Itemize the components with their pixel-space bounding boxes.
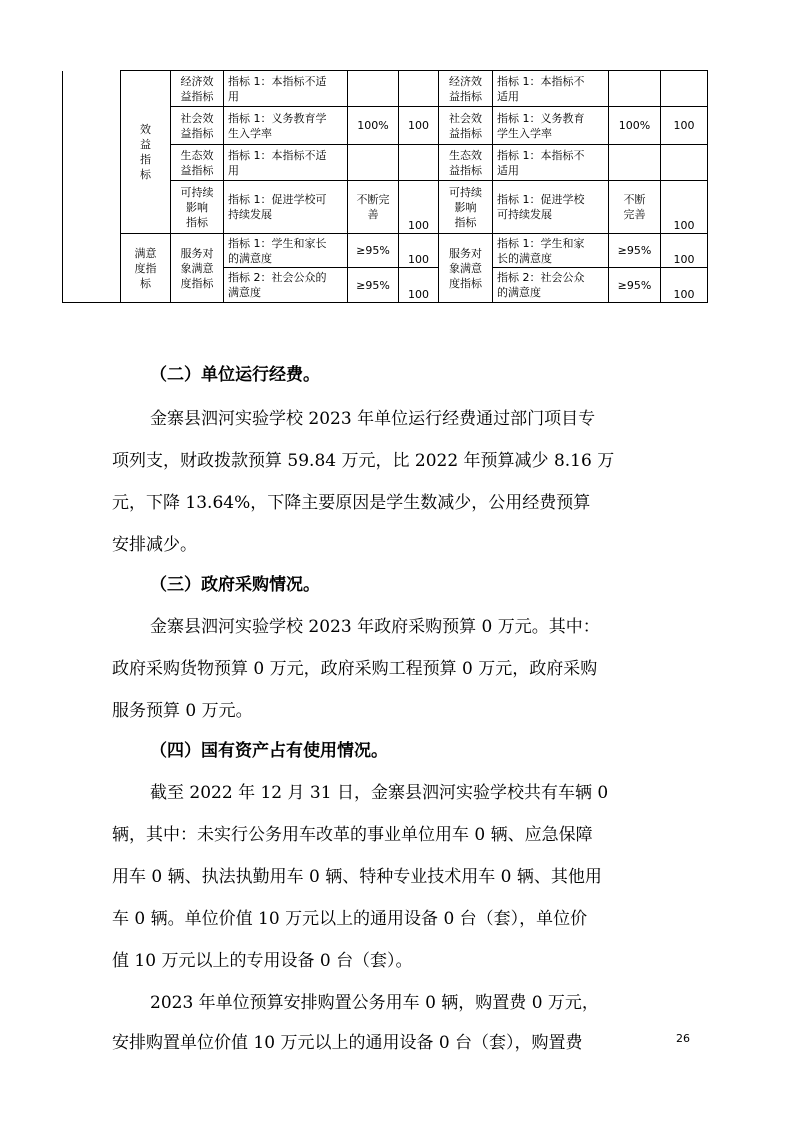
performance-indicator-table	[62, 70, 708, 303]
paragraph-line: 金寨县泗河实验学校 2023 年政府采购预算 0 万元。其中：	[150, 617, 600, 637]
paragraph-line: 项列支，财政拨款预算 59.84 万元，比 2022 年预算减少 8.16 万	[112, 451, 615, 471]
score: 100	[399, 268, 439, 303]
target-value	[609, 145, 661, 181]
page-number: 26	[676, 1032, 690, 1045]
paragraph-line: 安排购置单位价值 10 万元以上的通用设备 0 台（套），购置费	[112, 1033, 583, 1053]
paragraph-line: 政府采购货物预算 0 万元，政府采购工程预算 0 万元，政府采购	[112, 659, 598, 679]
score: 100	[661, 234, 708, 268]
target-value: 100%	[609, 107, 661, 145]
indicator: 指标 2：社会公众的 满意度	[224, 268, 348, 303]
indicator: 指标 1：学生和家长 的满意度	[224, 234, 348, 268]
sub-indicator: 生态效 益指标	[171, 145, 224, 181]
score: 100	[399, 107, 439, 145]
section-heading-operating-expenses: （二）单位运行经费。	[150, 365, 320, 385]
sub-indicator: 可持续 影响 指标	[439, 181, 493, 234]
sub-indicator: 服务对 象满意 度指标	[171, 234, 224, 303]
score	[661, 145, 708, 181]
paragraph-line: 服务预算 0 万元。	[112, 701, 253, 721]
indicator: 指标 1：促进学校可 持续发展	[224, 181, 348, 234]
score: 100	[661, 268, 708, 303]
target-value: 不断完 善	[348, 181, 399, 234]
paragraph-line: 金寨县泗河实验学校 2023 年单位运行经费通过部门项目专	[150, 409, 596, 429]
paragraph-line: 2023 年单位预算安排购置公务用车 0 辆，购置费 0 万元，	[150, 993, 599, 1013]
indicator: 指标 1：本指标不 适用	[493, 71, 609, 107]
table-row	[63, 234, 708, 268]
paragraph-line: 截至 2022 年 12 月 31 日，金寨县泗河实验学校共有车辆 0	[150, 783, 609, 803]
target-value	[348, 71, 399, 107]
section-heading-procurement: （三）政府采购情况。	[150, 575, 320, 595]
category-benefit: 效 益 指 标	[140, 123, 151, 181]
target-value: ≥95%	[609, 268, 661, 303]
score	[399, 71, 439, 107]
target-value: 100%	[348, 107, 399, 145]
paragraph-line: 辆，其中：未实行公务用车改革的事业单位用车 0 辆、应急保障	[112, 825, 593, 845]
target-value: ≥95%	[348, 268, 399, 303]
indicator: 指标 1：本指标不适 用	[224, 71, 348, 107]
score: 100	[399, 181, 439, 234]
score	[661, 71, 708, 107]
paragraph-line: 值 10 万元以上的专用设备 0 台（套）。	[112, 951, 413, 971]
indicator: 指标 1：义务教育学 生入学率	[224, 107, 348, 145]
sub-indicator: 经济效 益指标	[439, 71, 493, 107]
sub-indicator: 可持续 影响 指标	[171, 181, 224, 234]
target-value: ≥95%	[348, 234, 399, 268]
indicator: 指标 2：社会公众 的满意度	[493, 268, 609, 303]
indicator: 指标 1：义务教育 学生入学率	[493, 107, 609, 145]
target-value: 不断 完善	[609, 181, 661, 234]
score: 100	[661, 181, 708, 234]
target-value	[348, 145, 399, 181]
indicator: 指标 1：学生和家 长的满意度	[493, 234, 609, 268]
category-cell	[121, 71, 171, 234]
indicator: 指标 1：促进学校 可持续发展	[493, 181, 609, 234]
table-row	[63, 71, 708, 107]
score: 100	[399, 234, 439, 268]
score: 100	[661, 107, 708, 145]
section-heading-state-assets: （四）国有资产占有使用情况。	[150, 741, 388, 761]
sub-indicator: 社会效 益指标	[439, 107, 493, 145]
paragraph-line: 用车 0 辆、执法执勤用车 0 辆、特种专业技术用车 0 辆、其他用	[112, 867, 602, 887]
paragraph-line: 车 0 辆。单位价值 10 万元以上的通用设备 0 台（套），单位价	[112, 909, 588, 929]
sub-indicator: 经济效 益指标	[171, 71, 224, 107]
category-satisfaction: 满意 度指 标	[134, 246, 157, 290]
blank-cell	[63, 71, 121, 303]
sub-indicator: 生态效 益指标	[439, 145, 493, 181]
sub-indicator: 社会效 益指标	[171, 107, 224, 145]
target-value	[609, 71, 661, 107]
score	[399, 145, 439, 181]
paragraph-line: 安排减少。	[112, 535, 197, 555]
indicator: 指标 1：本指标不 适用	[493, 145, 609, 181]
indicator: 指标 1：本指标不适 用	[224, 145, 348, 181]
category-cell	[121, 234, 171, 303]
target-value: ≥95%	[609, 234, 661, 268]
paragraph-line: 元，下降 13.64%，下降主要原因是学生数减少，公用经费预算	[112, 493, 591, 513]
sub-indicator: 服务对 象满意 度指标	[439, 234, 493, 303]
